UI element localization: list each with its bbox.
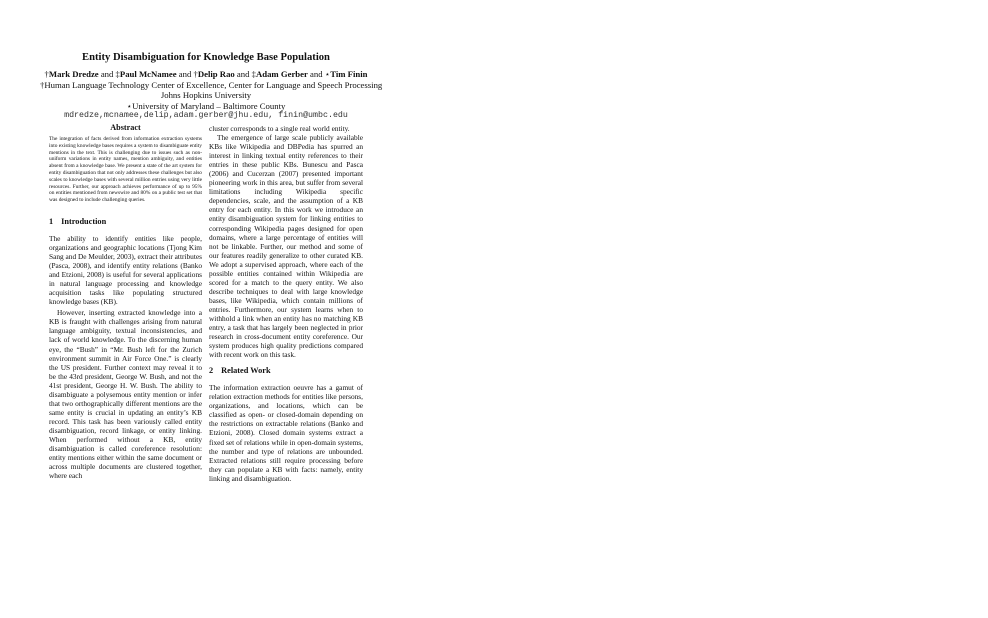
author-mark-4: ‡ bbox=[251, 69, 256, 79]
authors-line bbox=[40, 69, 372, 80]
intro-paragraph-2-continued: cluster corresponds to a single real world entity. bbox=[209, 124, 350, 133]
intro-paragraph-2: However, inserting extracted knowledge into a KB is fraught with challenges arising from natural language ambiguity, textual inconsistencies, and lack of world knowledge. To the discerning human eye, the “Bush” in “Mr. Bush left for the Zurich environment summit in Air Force One.” is clearly the US president. Further context may reveal it to be the 43rd president, George W. Bush, and not the 41st president, George H. W. Bush. The ability to disambiguate a polysemous entity mention or infer that two orthographically different mentions are the same entity is crucial in updating an entity’s KB record. This task has been variously called entity disambiguation, record linkage, or entity linking. When performed without a KB, entity disambiguation is called coreference resolution: entity mentions either within the same document or across multiple documents are clustered together, where each bbox=[49, 308, 202, 481]
author-2: Paul McNamee bbox=[119, 69, 177, 79]
affiliation-1: †Human Language Technology Center of Excellence, Center for Language and Speech Processing bbox=[40, 79, 383, 90]
author-mark-5: ⋆ bbox=[324, 69, 331, 79]
author-and-3: and bbox=[234, 69, 252, 79]
affiliation-2: Johns Hopkins University bbox=[160, 90, 252, 101]
author-4: Adam Gerber bbox=[255, 69, 308, 79]
author-and-4: and bbox=[307, 69, 325, 79]
author-3: Delip Rao bbox=[197, 69, 235, 79]
abstract-text: The integration of facts derived from information extraction systems into existing knowledge bases requires a system to disambiguate entity mentions in the text. This is challenging due to issues such as non-uniform variations in entity names, mention ambiguity, and entities absent from a knowledge base. We present a state of the art system for entity disambiguation that not only addresses these challenges but also scales to knowledge bases with several million entries using very little resources. Further, our approach achieves performance of up to 95% on entities mentioned from newswire and 80% on a public test set that was designed to include challenging queries. bbox=[49, 136, 202, 204]
author-emails: mdredze,mcnamee,delip,adam.gerber@jhu.edu, finin@umbc.edu bbox=[64, 111, 348, 121]
author-5: Tim Finin bbox=[330, 69, 368, 79]
right-column bbox=[209, 124, 363, 483]
section-2-number: 2 bbox=[209, 366, 214, 376]
intro-paragraph-1: The ability to identify entities like people, organizations and geographic locations (Tjong Kim Sang and De Meulder, 2003), extract their attributes (Pasca, 2008), and identify entity relations (Banko and Etzioni, 2008) is useful for several applications in natural language processing and knowledge acquisition tasks like populating structured knowledge bases (KB). bbox=[49, 233, 202, 307]
author-block bbox=[40, 69, 383, 122]
intro-paragraph-3: The emergence of large scale publicly available KBs like Wikipedia and DBPedia has spurred an interest in linking textual entity references to their entries in these public KBs. Bunescu and Pasca (2006) and Cucerzan (2007) presented important pioneering work in this area, but suffer from several limitations including Wikipedia specific dependencies, scale, and the assumption of a KB entry for each entity. In this work we introduce an entity disambiguation system for linking entities to corresponding Wikipedia pages designed for open domains, where a large percentage of entities will not be linkable. Further, our method and some of our features readily generalize to other curated KB. We adopt a supervised approach, where each of the possible entities contained within Wikipedia are scored for a match to the query entity. We also describe techniques to deal with large knowledge bases, like Wikipedia, which contain millions of entries. Furthermore, our system learns when to withhold a link when an entity has no matching KB entry, a task that has largely been neglected in prior research in cross-document entity coreference. Our system produces high quality predictions compared with recent work on this task. bbox=[209, 133, 363, 360]
related-work-paragraph-1: The information extraction oeuvre has a gamut of relation extraction methods for entities like persons, organizations, and locations, which can be classified as open- or closed-domain depending on the restrictions on extractable relations (Banko and Etzioni, 2008). Closed domain systems extract a fixed set of relations while in open-domain systems, the number and type of relations are unbounded. Extracted relations still require processing before they can populate a KB with facts: namely, entity linking and disambiguation. bbox=[209, 383, 363, 483]
author-and-2: and bbox=[176, 69, 194, 79]
affiliation-3: ⋆University of Maryland – Baltimore County bbox=[126, 100, 286, 111]
author-1: Mark Dredze bbox=[48, 69, 99, 79]
section-1-title: Introduction bbox=[61, 216, 107, 226]
section-2-title: Related Work bbox=[221, 366, 271, 376]
left-column bbox=[49, 123, 202, 480]
author-mark-2: ‡ bbox=[115, 69, 120, 79]
author-mark-3: † bbox=[193, 69, 198, 79]
author-and-1: and bbox=[98, 69, 116, 79]
abstract-heading: Abstract bbox=[110, 123, 141, 132]
author-mark-1: † bbox=[44, 69, 49, 79]
paper-title: Entity Disambiguation for Knowledge Base Population bbox=[82, 52, 330, 63]
section-1-number: 1 bbox=[49, 216, 54, 226]
section-1-heading bbox=[49, 217, 202, 227]
section-2-heading bbox=[209, 366, 363, 376]
